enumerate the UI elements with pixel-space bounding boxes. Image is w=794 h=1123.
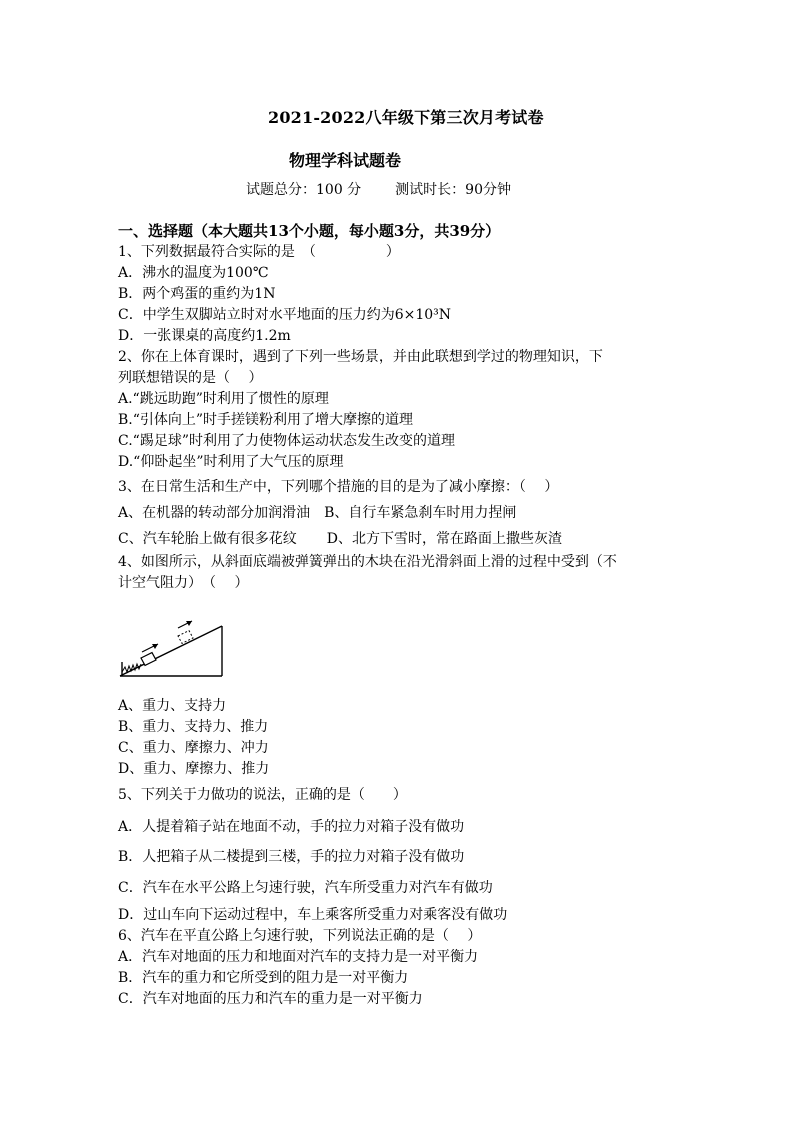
block-lower [141,653,156,666]
q5-option-a: A．人提着箱子站在地面不动，手的拉力对箱子没有做功 [118,819,465,835]
q4-option-d: D、重力、摩擦力、推力 [118,761,270,777]
q3-option-d: D、北方下雪时，常在路面上撒些灰渣 [326,531,562,547]
q1-option-c: C．中学生双脚站立时对水平地面的压力约为6×10³N [118,307,452,323]
q3-options-row2 [118,529,562,549]
q6-option-b: B．汽车的重力和它所受到的阻力是一对平衡力 [118,970,409,986]
incline-spring-figure [118,612,226,682]
q1-stem: 1、下列数据最符合实际的是 （ ） [118,244,400,260]
q5-option-c: C．汽车在水平公路上匀速行驶，汽车所受重力对汽车有做功 [118,880,493,896]
q4-option-b: B、重力、支持力、推力 [118,719,269,735]
q3-option-c: C、汽车轮胎上做有很多花纹 [118,531,297,547]
q1-option-a: A．沸水的温度为100℃ [118,265,269,281]
q3-option-a: A、在机器的转动部分加润滑油 [118,505,311,521]
q6-option-c: C．汽车对地面的压力和汽车的重力是一对平衡力 [118,991,423,1007]
total-score: 试题总分：100 分 [246,182,362,198]
exam-title: 2021-2022八年级下第三次月考试卷 [268,108,544,127]
q4-stem-line1: 4、如图所示，从斜面底端被弹簧弹出的木块在沿光滑斜面上滑的过程中受到（不 [118,554,617,570]
q6-option-a: A．汽车对地面的压力和地面对汽车的支持力是一对平衡力 [118,949,479,965]
q4-option-c: C、重力、摩擦力、冲力 [118,740,269,756]
spring [122,664,141,672]
q6-stem: 6、汽车在平直公路上匀速行驶，下列说法正确的是（ ） [118,928,482,944]
q1-option-d: D．一张课桌的高度约1.2m [118,328,291,344]
q5-option-b: B．人把箱子从二楼提到三楼，手的拉力对箱子没有做功 [118,849,465,865]
q5-option-d: D．过山车向下运动过程中，车上乘客所受重力对乘客没有做功 [118,907,508,923]
q3-stem: 3、在日常生活和生产中，下列哪个措施的目的是为了减小摩擦：（ ） [118,479,559,495]
section-heading: 一、选择题（本大题共13个小题，每小题3分，共39分） [118,222,501,240]
q3-option-b: B、自行车紧急刹车时用力捏闸 [324,505,517,521]
exam-meta [246,180,511,200]
q4-stem-line2: 计空气阻力） （ ） [118,575,249,591]
q2-stem-line2: 列联想错误的是（ ） [118,370,263,386]
exam-subtitle: 物理学科试题卷 [289,151,402,170]
q2-option-d: D.“仰卧起坐”时利用了大气压的原理 [118,454,344,470]
q2-option-c: C.“踢足球”时利用了力使物体运动状态发生改变的道理 [118,433,455,449]
q4-option-a: A、重力、支持力 [118,698,227,714]
q3-options-row1 [118,503,516,523]
q5-stem: 5、下列关于力做功的说法，正确的是（ ） [118,787,407,803]
q2-stem-line1: 2、你在上体育课时，遇到了下列一些场景，并由此联想到学过的物理知识，下 [118,349,603,365]
q2-option-b: B.“引体向上”时手搓镁粉利用了增大摩擦的道理 [118,412,414,428]
q2-option-a: A.“跳远助跑”时利用了惯性的原理 [118,391,329,407]
duration: 测试时长：90分钟 [395,182,511,198]
q1-option-b: B．两个鸡蛋的重约为1N [118,286,276,302]
